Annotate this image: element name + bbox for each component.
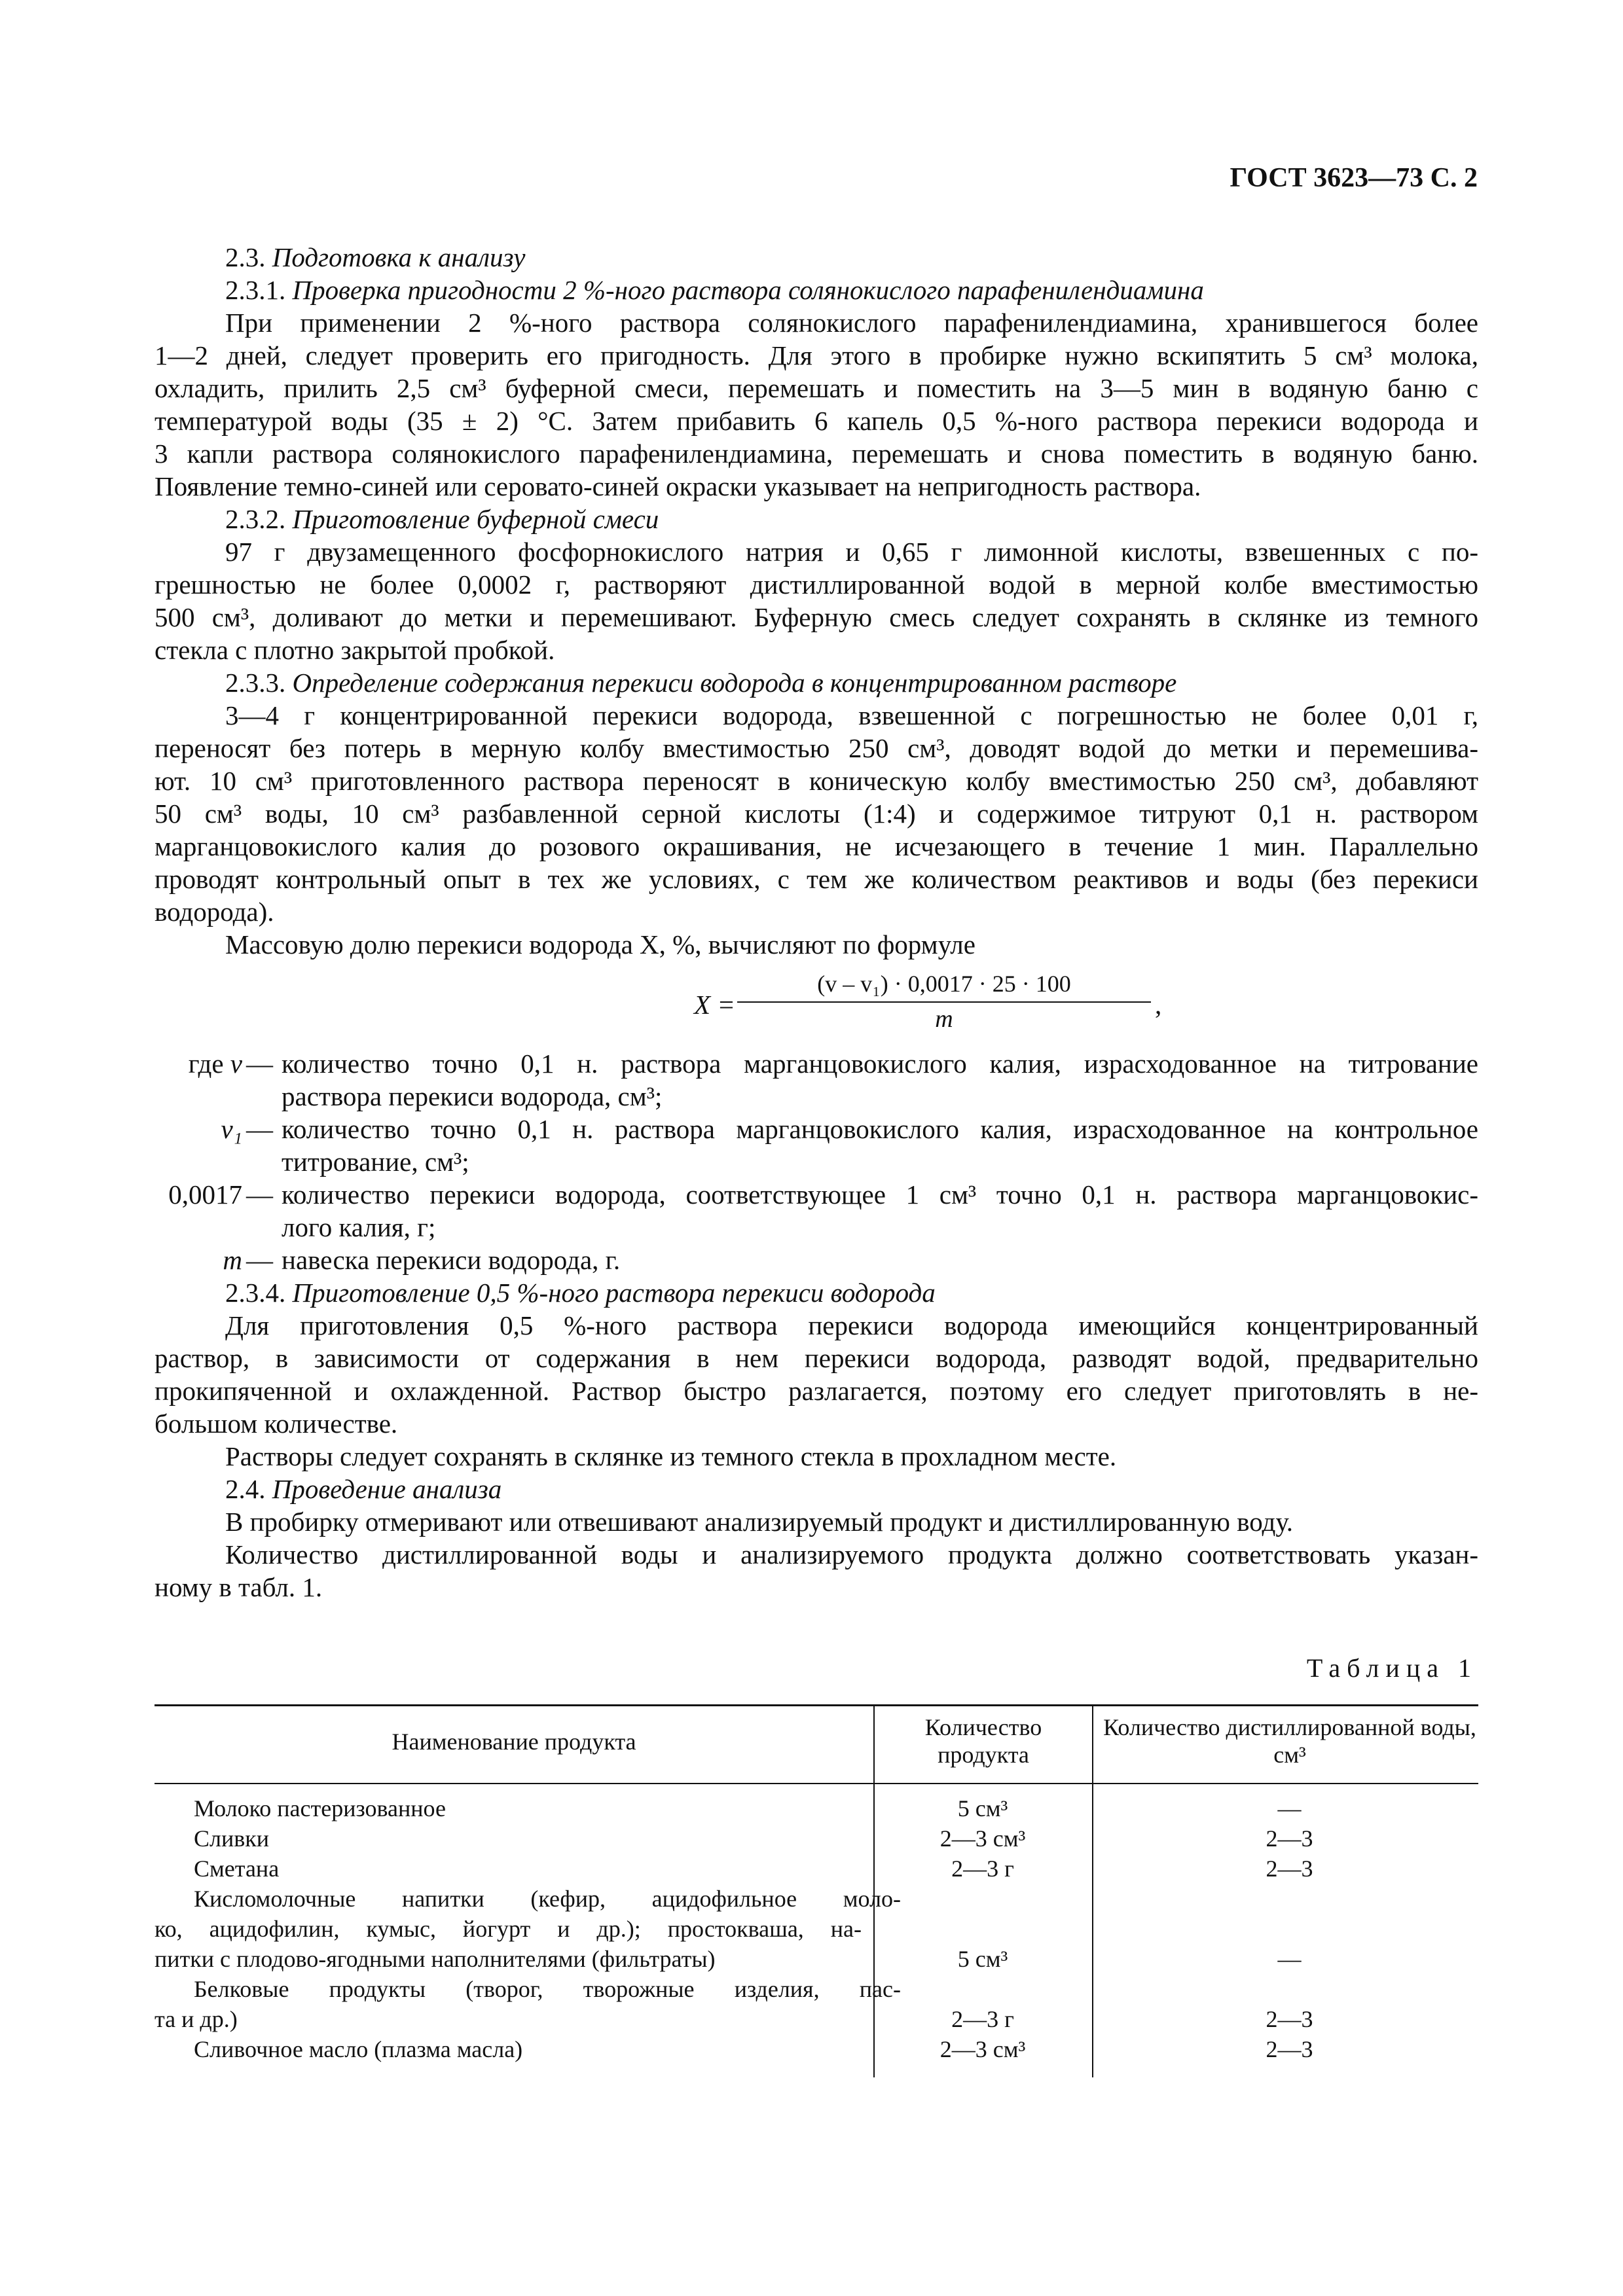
definition-m xyxy=(155,1244,1478,1276)
section-2-3-1-heading: 2.3.1. Проверка пригодности 2 %-ного раствора солянокислого парафенилендиамина xyxy=(225,275,1204,305)
definition-line: лого калия, г; xyxy=(282,1212,436,1242)
cell-quantity: 5 см³ xyxy=(957,1795,1008,1821)
table-row xyxy=(155,1793,1478,1823)
text-line: стекла с плотно закрытой пробкой. xyxy=(155,635,555,665)
cell-water: 2—3 xyxy=(1266,2006,1313,2032)
definition-dash: — xyxy=(246,1245,273,1275)
fraction-bar xyxy=(737,1001,1151,1003)
definition-coefficient xyxy=(155,1178,1478,1244)
definition-line: количество перекиси водорода, соответствующее 1 см³ точно 0,1 н. раствора марганцовокис- xyxy=(282,1179,1478,1210)
table-row xyxy=(155,1854,1478,1884)
formula-fraction xyxy=(737,969,1151,1033)
section-2-3-heading: 2.3. Подготовка к анализу xyxy=(225,242,526,272)
cell-water: 2—3 xyxy=(1266,1856,1313,1882)
cell-product-line: ко, ацидофилин, кумыс, йогурт и др.); простокваша, на- xyxy=(155,1916,862,1942)
cell-water: 2—3 xyxy=(1266,2036,1313,2062)
symbol-v: v xyxy=(230,1049,242,1079)
cell-product-line: Кисломолочные напитки (кефир, ацидофильное моло- xyxy=(194,1886,901,1912)
cell-quantity: 2—3 г xyxy=(951,2006,1014,2032)
text-line: марганцовокислого калия до розового окрашивания, не исчезающего в течение 1 мин. Параллельно xyxy=(155,831,1478,861)
text-line: переносят без потерь в мерную колбу вместимостью 250 см³, доводят водой до метки и перемешива- xyxy=(155,733,1478,763)
cell-water: — xyxy=(1277,1795,1302,1821)
where-label: где xyxy=(188,1049,224,1079)
table-row xyxy=(155,1974,1478,2034)
text-line: 97 г двузамещенного фосфорнокислого натрия и 0,65 г лимонной кислоты, взвешенных с по- xyxy=(225,537,1478,567)
section-2-3-1-title: Проверка пригодности 2 %-ного раствора солянокислого парафенилендиамина xyxy=(292,275,1204,305)
text-line: температурой воды (35 ± 2) °С. Затем прибавить 6 капель 0,5 %-ного раствора перекиси водорода и xyxy=(155,406,1478,436)
cell-product: Сметана xyxy=(194,1856,280,1882)
section-2-4-title: Проведение анализа xyxy=(272,1474,502,1504)
section-2-3-4-heading: 2.3.4. Приготовление 0,5 %-ного раствора перекиси водорода xyxy=(225,1278,936,1308)
definition-line: количество точно 0,1 н. раствора марганцовокислого калия, израсходованное на титрование xyxy=(282,1049,1478,1079)
section-2-3-4-text xyxy=(155,1309,1478,1440)
cell-product: Сливочное масло (плазма масла) xyxy=(194,2036,523,2062)
formula-trailing: , xyxy=(1155,990,1162,1020)
cell-product-line: Белковые продукты (творог, творожные изделия, пас- xyxy=(194,1976,901,2002)
formula-intro: Массовую долю перекиси водорода X, %, вычисляют по формуле xyxy=(225,929,976,960)
cell-product: Молоко пастеризованное xyxy=(194,1795,446,1821)
definition-symbol xyxy=(155,1047,242,1080)
definition-v xyxy=(155,1047,1478,1113)
text-line: водорода). xyxy=(155,897,274,927)
section-2-3-3-heading: 2.3.3. Определение содержания перекиси водорода в концентрированном растворе xyxy=(225,668,1177,698)
section-2-3-1-text xyxy=(155,306,1478,503)
cell-quantity: 5 см³ xyxy=(957,1946,1008,1972)
cell-quantity: 2—3 г xyxy=(951,1856,1014,1882)
header-product-name: Наименование продукта xyxy=(392,1729,636,1755)
text-line: 500 см³, доливают до метки и перемешивают. Буферную смесь следует сохранять в склянке из темного xyxy=(155,602,1478,632)
section-2-3-3-text xyxy=(155,699,1478,928)
text-line: прокипяченной и охлажденной. Раствор быстро разлагается, поэтому его следует приготовлять в не- xyxy=(155,1376,1478,1406)
cell-product-line: та и др.) xyxy=(155,2006,238,2032)
definition-line: раствора перекиси водорода, см³; xyxy=(282,1081,663,1111)
section-2-4-heading: 2.4. Проведение анализа xyxy=(225,1474,502,1504)
text-line: В пробирку отмеривают или отвешивают анализируемый продукт и дистиллированную воду. xyxy=(225,1507,1294,1537)
section-2-3-3-title: Определение содержания перекиси водорода в концентрированном растворе xyxy=(292,668,1177,698)
header-water-quantity: Количество дистиллированной воды, см³ xyxy=(1103,1714,1476,1768)
cell-water: 2—3 xyxy=(1266,1825,1313,1852)
text-line: 3—4 г концентрированной перекиси водорода, взвешенной с погрешностью не более 0,01 г, xyxy=(225,700,1478,730)
definition-line: количество точно 0,1 н. раствора марганцовокислого калия, израсходованное на контрольное xyxy=(282,1114,1478,1144)
section-2-3-2-text xyxy=(155,535,1478,666)
definition-dash: — xyxy=(246,1049,273,1079)
cell-quantity: 2—3 см³ xyxy=(939,1825,1026,1852)
symbol-v1: v₁ xyxy=(221,1114,242,1144)
section-2-3-2-title: Приготовление буферной смеси xyxy=(292,504,659,534)
text-line: 50 см³ воды, 10 см³ разбавленной серной кислоты (1:4) и содержимое титруют 0,1 н. раствором xyxy=(155,798,1478,829)
table-row xyxy=(155,1884,1478,1974)
storage-text: Растворы следует сохранять в склянке из темного стекла в прохладном месте. xyxy=(225,1441,1117,1471)
formula-lhs: X = xyxy=(694,990,735,1020)
text-line: ному в табл. 1. xyxy=(155,1572,323,1602)
text-line: раствор, в зависимости от содержания в нем перекиси водорода, разводят водой, предварительно xyxy=(155,1343,1478,1373)
table-row xyxy=(155,2034,1478,2064)
page-header: ГОСТ 3623—73 С. 2 xyxy=(1230,163,1478,193)
table-header-rule xyxy=(155,1783,1478,1784)
mass-fraction-formula xyxy=(155,969,1478,1041)
definition-line: навеска перекиси водорода, г. xyxy=(282,1245,621,1275)
symbol-coefficient: 0,0017 xyxy=(168,1179,242,1210)
formula-numerator: (v – v₁) · 0,0017 · 25 · 100 xyxy=(817,971,1071,997)
text-line: большом количестве. xyxy=(155,1408,398,1439)
section-2-4-text xyxy=(155,1505,1478,1604)
text-line: Для приготовления 0,5 %-ного раствора перекиси водорода имеющийся концентрированный xyxy=(225,1310,1478,1340)
text-line: 1—2 дней, следует проверить его пригодность. Для этого в пробирке нужно вскипятить 5 см³ молока, xyxy=(155,340,1478,370)
text-line: ют. 10 см³ приготовленного раствора переносят в коническую колбу вместимостью 250 см³, добавляют xyxy=(155,766,1478,796)
variable-definitions xyxy=(155,1047,1478,1276)
cell-product: Сливки xyxy=(194,1825,269,1852)
symbol-m: m xyxy=(223,1245,242,1275)
formula-denominator: m xyxy=(935,1005,953,1033)
text-line: Появление темно-синей или серовато-синей окраски указывает на непригодность раствора. xyxy=(155,471,1201,501)
cell-quantity: 2—3 см³ xyxy=(939,2036,1026,2062)
text-line: грешностью не более 0,0002 г, растворяют дистиллированной водой в мерной колбе вместимостью xyxy=(155,569,1478,600)
text-line: охладить, прилить 2,5 см³ буферной смеси, перемешать и поместить на 3—5 мин в водяную баню с xyxy=(155,373,1478,403)
definition-line: титрование, см³; xyxy=(282,1147,469,1177)
section-2-3-title: Подготовка к анализу xyxy=(272,242,526,272)
definition-dash: — xyxy=(246,1179,273,1210)
section-2-3-2-heading: 2.3.2. Приготовление буферной смеси xyxy=(225,504,659,534)
table-row xyxy=(155,1823,1478,1854)
text-line: проводят контрольный опыт в тех же условиях, с тем же количеством реактивов и воды (без перекиси xyxy=(155,864,1478,894)
text-line: 3 капли раствора солянокислого парафенилендиамина, перемешать и снова поместить в водяную баню. xyxy=(155,439,1478,469)
section-2-3-4-title: Приготовление 0,5 %-ного раствора перекиси водорода xyxy=(292,1278,936,1308)
document-body xyxy=(155,241,1478,1604)
table-top-rule xyxy=(155,1704,1478,1706)
header-product-quantity: Количество продукта xyxy=(924,1714,1042,1768)
text-line: При применении 2 %-ного раствора солянокислого парафенилендиамина, хранившегося более xyxy=(225,308,1478,338)
table-body xyxy=(155,1793,1478,2064)
definition-v1 xyxy=(155,1113,1478,1178)
cell-water: — xyxy=(1277,1946,1302,1972)
cell-product-line: питки с плодово-ягодными наполнителями (фильтраты) xyxy=(155,1946,716,1972)
text-line: Количество дистиллированной воды и анализируемого продукта должно соответствовать указан- xyxy=(225,1539,1478,1570)
definition-dash: — xyxy=(246,1114,273,1144)
table-caption: Таблица 1 xyxy=(1306,1653,1478,1683)
